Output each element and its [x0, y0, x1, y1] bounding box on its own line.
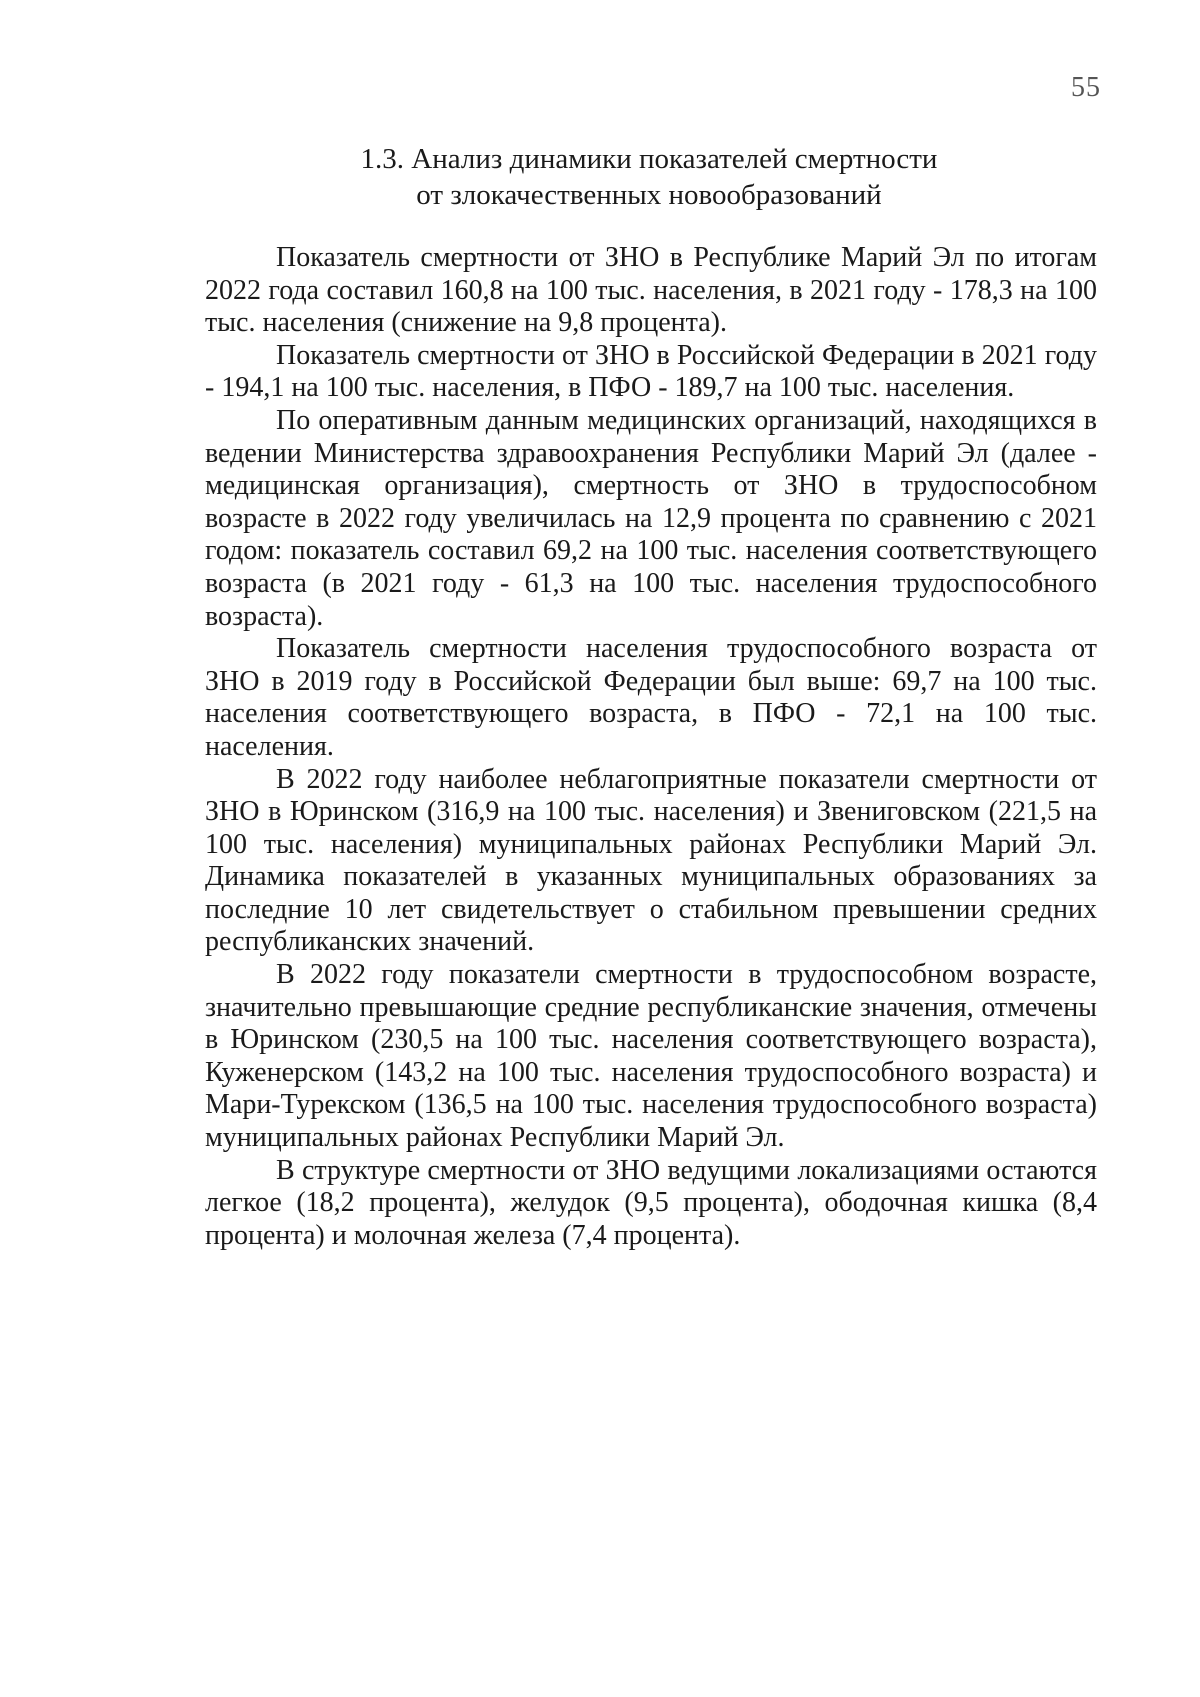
body-text: [205, 242, 1097, 1252]
paragraph-7: В структуре смертности от ЗНО ведущими локализациями остаются легкое (18,2 процента), желудок (9,5 процента), ободочная кишка (8,4 процента) и молочная железа (7,4 процента).: [205, 1154, 1097, 1251]
page-number: 55: [1071, 72, 1101, 103]
paragraph-6: В 2022 году показатели смертности в трудоспособном возрасте, значительно превышающие средние республиканские значения, отмечены в Юринском (230,5 на 100 тыс. населения соответствующего возраста), Куженерском (143,2 на 100 тыс. населения трудоспособного возраста) и Мари-Турекском (136,5 на 100 тыс. населения трудоспособного возраста) муниципальных районах Республики Марий Эл.: [205, 959, 1097, 1154]
paragraph-4: Показатель смертности населения трудоспособного возраста от ЗНО в 2019 году в Российской Федерации был выше: 69,7 на 100 тыс. населения соответствующего возраста, в ПФО - 72,1 на 100 тыс. населения.: [205, 633, 1097, 762]
paragraph-5: В 2022 году наиболее неблагоприятные показатели смертности от ЗНО в Юринском (316,9 на 100 тыс. населения) и Звениговском (221,5 на 100 тыс. населения) муниципальных районах Республики Марий Эл. Динамика показателей в указанных муниципальных образованиях за последние 10 лет свидетельствует о стабильном превышении средних республиканских значений.: [205, 763, 1097, 958]
paragraph-1: Показатель смертности от ЗНО в Республике Марий Эл по итогам 2022 года составил 160,8 на 100 тыс. населения, в 2021 году - 178,3 на 100 тыс. населения (снижение на 9,8 процента).: [205, 242, 1097, 339]
section-title: [200, 141, 1098, 213]
paragraph-3: По оперативным данным медицинских организаций, находящихся в ведении Министерства здравоохранения Республики Марий Эл (далее - медицинская организация), смертность от ЗНО в трудоспособном возрасте в 2022 году увеличилась на 12,9 процента по сравнению с 2021 годом: показатель составил 69,2 на 100 тыс. населения соответствующего возраста (в 2021 году - 61,3 на 100 тыс. населения трудоспособного возраста).: [205, 404, 1097, 632]
section-title-line-1: 1.3. Анализ динамики показателей смертности: [360, 143, 938, 175]
section-title-line-2: от злокачественных новообразований: [416, 179, 882, 211]
paragraph-2: Показатель смертности от ЗНО в Российской Федерации в 2021 году - 194,1 на 100 тыс. населения, в ПФО - 189,7 на 100 тыс. населения.: [205, 339, 1097, 404]
